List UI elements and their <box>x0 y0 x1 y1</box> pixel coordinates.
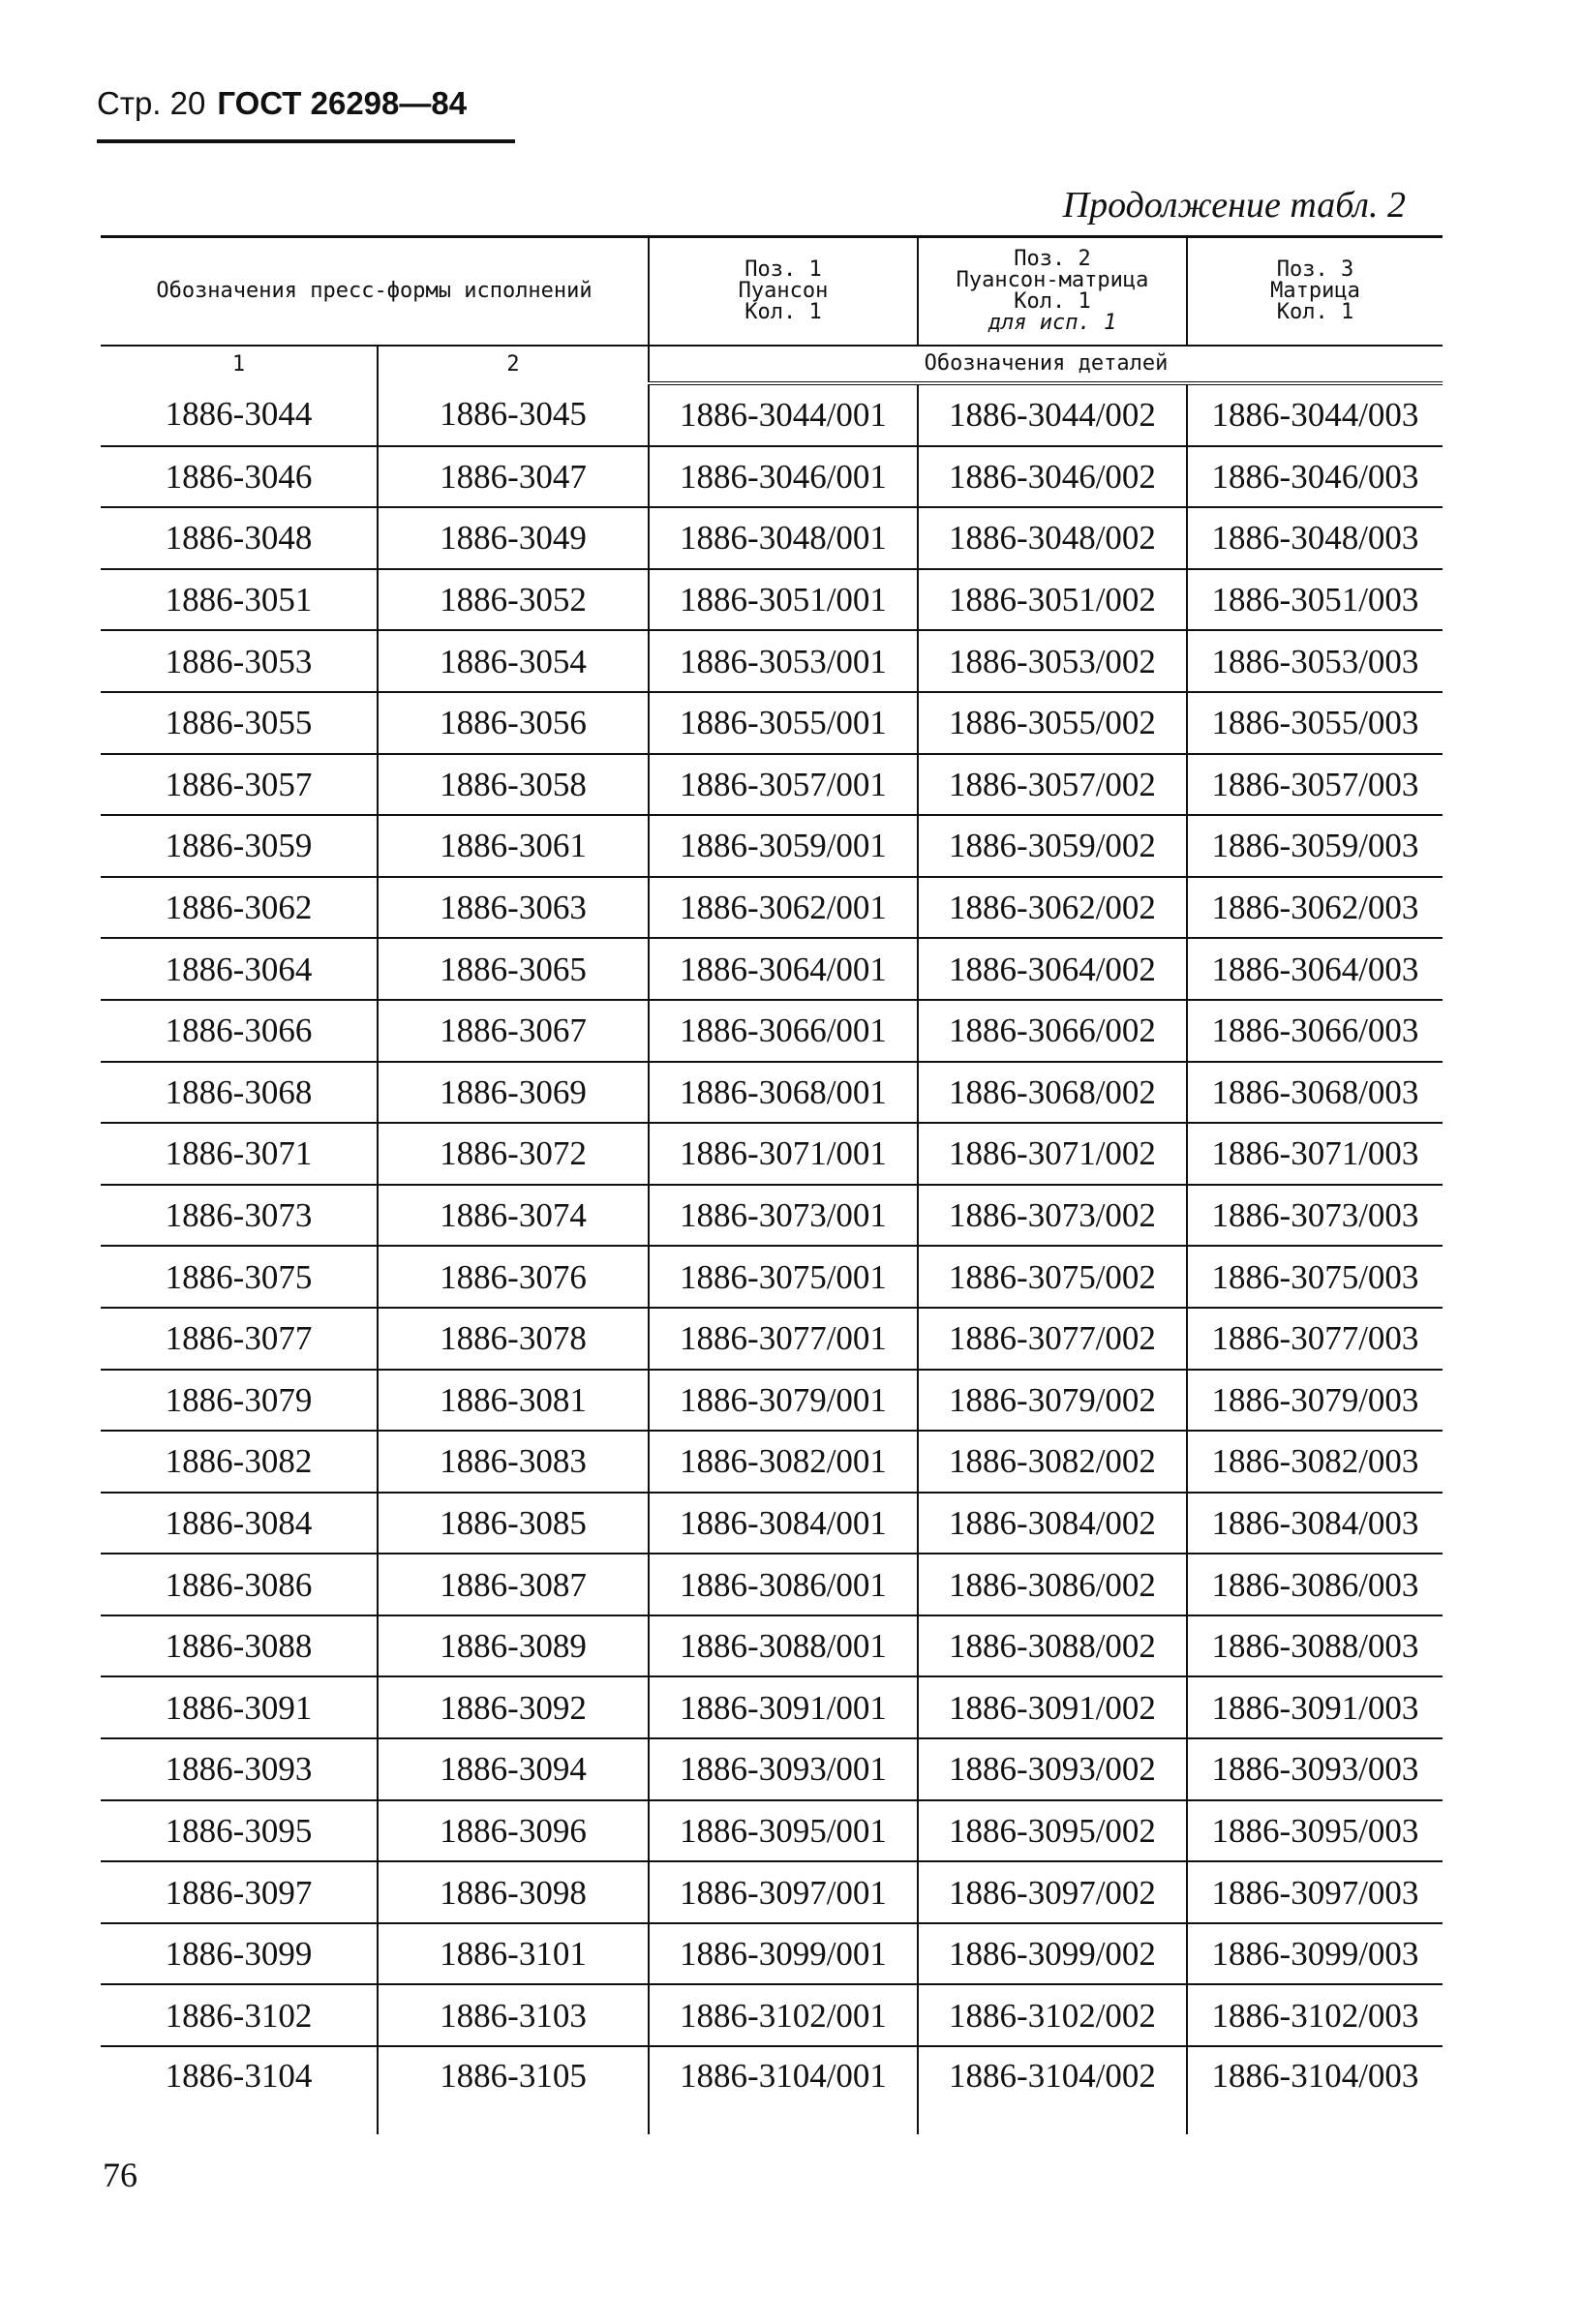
table-row <box>101 630 1443 692</box>
subcolumn-2-header: 2 <box>378 346 649 383</box>
cell-col-2: 1886-3061 <box>378 815 649 877</box>
cell-col-4: 1886-3102/002 <box>918 1984 1187 2046</box>
pos1-name: Пуансон <box>738 279 829 303</box>
cell-col-1: 1886-3046 <box>101 446 378 508</box>
cell-col-5: 1886-3066/003 <box>1187 1000 1443 1062</box>
cell-col-3: 1886-3097/001 <box>649 1861 918 1923</box>
cell-col-4: 1886-3053/002 <box>918 630 1187 692</box>
cell-col-5: 1886-3102/003 <box>1187 1984 1443 2046</box>
page-label: Стр. 20 <box>97 85 206 121</box>
cell-col-5: 1886-3082/003 <box>1187 1431 1443 1493</box>
cell-col-5: 1886-3068/003 <box>1187 1062 1443 1124</box>
cell-col-3: 1886-3077/001 <box>649 1308 918 1370</box>
table-row <box>101 569 1443 631</box>
cell-col-1: 1886-3079 <box>101 1370 378 1432</box>
cell-col-3: 1886-3053/001 <box>649 630 918 692</box>
cell-col-2: 1886-3098 <box>378 1861 649 1923</box>
cell-col-3: 1886-3048/001 <box>649 507 918 569</box>
cell-col-3: 1886-3093/001 <box>649 1738 918 1800</box>
cell-col-2: 1886-3101 <box>378 1923 649 1985</box>
table-row <box>101 1861 1443 1923</box>
table-row <box>101 1738 1443 1800</box>
page-number: 76 <box>103 2156 137 2194</box>
cell-col-1: 1886-3059 <box>101 815 378 877</box>
cell-col-4: 1886-3097/002 <box>918 1861 1187 1923</box>
cell-col-3: 1886-3079/001 <box>649 1370 918 1432</box>
cell-col-3: 1886-3044/001 <box>649 383 918 446</box>
cell-col-4: 1886-3051/002 <box>918 569 1187 631</box>
cell-col-2: 1886-3065 <box>378 938 649 1000</box>
pos2-header <box>918 237 1187 347</box>
cell-col-4: 1886-3068/002 <box>918 1062 1187 1124</box>
pos1-title: Поз. 1 <box>744 257 822 282</box>
table-row <box>101 1308 1443 1370</box>
cell-col-1: 1886-3104 <box>165 2057 313 2096</box>
page-header <box>97 85 467 122</box>
cell-col-3: 1886-3062/001 <box>649 877 918 939</box>
cell-col-4: 1886-3062/002 <box>918 877 1187 939</box>
cell-col-4: 1886-3064/002 <box>918 938 1187 1000</box>
cell-col-4: 1886-3091/002 <box>918 1676 1187 1738</box>
cell-col-5: 1886-3055/003 <box>1187 692 1443 754</box>
cell-col-4: 1886-3086/002 <box>918 1554 1187 1615</box>
cell-col-1: 1886-3048 <box>101 507 378 569</box>
cell-col-3: 1886-3091/001 <box>649 1676 918 1738</box>
cell-col-2: 1886-3052 <box>378 569 649 631</box>
cell-col-5: 1886-3051/003 <box>1187 569 1443 631</box>
cell-col-2: 1886-3047 <box>378 446 649 508</box>
cell-col-2: 1886-3094 <box>378 1738 649 1800</box>
cell-col-2: 1886-3078 <box>378 1308 649 1370</box>
cell-col-1: 1886-3084 <box>101 1493 378 1554</box>
cell-col-3: 1886-3057/001 <box>649 754 918 816</box>
cell-col-2: 1886-3076 <box>378 1246 649 1308</box>
table-header <box>101 237 1443 384</box>
header-rule <box>97 139 515 143</box>
cell-col-3: 1886-3073/001 <box>649 1185 918 1247</box>
cell-col-3: 1886-3104/001 <box>649 2046 918 2134</box>
cell-col-4: 1886-3059/002 <box>918 815 1187 877</box>
cell-col-2: 1886-3074 <box>378 1185 649 1247</box>
cell-col-1: 1886-3053 <box>101 630 378 692</box>
mold-designations-header: Обозначения пресс-формы исполнений <box>101 237 649 347</box>
table-row <box>101 2046 1443 2134</box>
cell-col-1: 1886-3055 <box>101 692 378 754</box>
pos2-title: Поз. 2 <box>1014 247 1091 271</box>
cell-col-2: 1886-3069 <box>378 1062 649 1124</box>
cell-col-4: 1886-3057/002 <box>918 754 1187 816</box>
cell-col-2: 1886-3092 <box>378 1676 649 1738</box>
cell-col-5: 1886-3086/003 <box>1187 1554 1443 1615</box>
cell-col-1: 1886-3064 <box>101 938 378 1000</box>
cell-col-2: 1886-3054 <box>378 630 649 692</box>
table-row <box>101 692 1443 754</box>
cell-col-3: 1886-3066/001 <box>649 1000 918 1062</box>
cell-col-3: 1886-3055/001 <box>649 692 918 754</box>
parts-table <box>101 235 1443 2134</box>
cell-col-5: 1886-3088/003 <box>1187 1615 1443 1677</box>
table-row <box>101 815 1443 877</box>
cell-col-1: 1886-3082 <box>101 1431 378 1493</box>
pos3-title: Поз. 3 <box>1276 257 1354 282</box>
cell-col-2: 1886-3087 <box>378 1554 649 1615</box>
cell-col-4: 1886-3066/002 <box>918 1000 1187 1062</box>
cell-col-3: 1886-3084/001 <box>649 1493 918 1554</box>
table-row <box>101 383 1443 446</box>
cell-col-2: 1886-3083 <box>378 1431 649 1493</box>
cell-col-3: 1886-3064/001 <box>649 938 918 1000</box>
table-row <box>101 1493 1443 1554</box>
table-continuation-label: Продолжение табл. 2 <box>1062 185 1406 226</box>
cell-col-1: 1886-3099 <box>101 1923 378 1985</box>
cell-col-4: 1886-3044/002 <box>918 383 1187 446</box>
cell-col-1: 1886-3095 <box>101 1800 378 1862</box>
cell-col-1: 1886-3057 <box>101 754 378 816</box>
table-row <box>101 1062 1443 1124</box>
cell-col-1: 1886-3066 <box>101 1000 378 1062</box>
cell-col-5: 1886-3091/003 <box>1187 1676 1443 1738</box>
cell-col-4: 1886-3082/002 <box>918 1431 1187 1493</box>
cell-col-3: 1886-3095/001 <box>649 1800 918 1862</box>
pos2-qty: Кол. 1 <box>1014 289 1091 314</box>
table-row <box>101 1185 1443 1247</box>
cell-col-1: 1886-3062 <box>101 877 378 939</box>
cell-col-5: 1886-3048/003 <box>1187 507 1443 569</box>
cell-col-2: 1886-3049 <box>378 507 649 569</box>
cell-col-3: 1886-3068/001 <box>649 1062 918 1124</box>
cell-col-5: 1886-3093/003 <box>1187 1738 1443 1800</box>
table-row <box>101 1370 1443 1432</box>
table-row <box>101 1676 1443 1738</box>
pos3-header <box>1187 237 1443 347</box>
pos3-qty: Кол. 1 <box>1276 300 1354 324</box>
cell-col-4: 1886-3084/002 <box>918 1493 1187 1554</box>
cell-col-4: 1886-3099/002 <box>918 1923 1187 1985</box>
cell-col-5: 1886-3077/003 <box>1187 1308 1443 1370</box>
cell-col-5: 1886-3073/003 <box>1187 1185 1443 1247</box>
cell-col-5: 1886-3079/003 <box>1187 1370 1443 1432</box>
cell-col-4: 1886-3088/002 <box>918 1615 1187 1677</box>
cell-col-1: 1886-3091 <box>101 1676 378 1738</box>
cell-col-3: 1886-3099/001 <box>649 1923 918 1985</box>
cell-col-2: 1886-3056 <box>378 692 649 754</box>
cell-col-5: 1886-3071/003 <box>1187 1123 1443 1185</box>
cell-col-5: 1886-3046/003 <box>1187 446 1443 508</box>
pos1-header <box>649 237 918 347</box>
cell-col-1: 1886-3068 <box>101 1062 378 1124</box>
cell-col-1: 1886-3097 <box>101 1861 378 1923</box>
cell-col-3: 1886-3071/001 <box>649 1123 918 1185</box>
cell-col-2: 1886-3067 <box>378 1000 649 1062</box>
table-row <box>101 1246 1443 1308</box>
cell-col-4: 1886-3075/002 <box>918 1246 1187 1308</box>
pos1-qty: Кол. 1 <box>744 300 822 324</box>
table-row <box>101 1554 1443 1615</box>
cell-col-4: 1886-3079/002 <box>918 1370 1187 1432</box>
cell-col-5: 1886-3053/003 <box>1187 630 1443 692</box>
cell-col-1: 1886-3086 <box>101 1554 378 1615</box>
cell-col-5: 1886-3059/003 <box>1187 815 1443 877</box>
table-row <box>101 877 1443 939</box>
details-designations-header: Обозначения деталей <box>649 346 1443 383</box>
cell-col-4: 1886-3048/002 <box>918 507 1187 569</box>
cell-col-1: 1886-3102 <box>101 1984 378 2046</box>
cell-col-3: 1886-3051/001 <box>649 569 918 631</box>
table-row <box>101 507 1443 569</box>
subcolumn-1-header: 1 <box>231 352 246 377</box>
cell-col-3: 1886-3086/001 <box>649 1554 918 1615</box>
cell-col-1: 1886-3071 <box>101 1123 378 1185</box>
cell-col-5: 1886-3097/003 <box>1187 1861 1443 1923</box>
cell-col-1: 1886-3093 <box>101 1738 378 1800</box>
table-row <box>101 1431 1443 1493</box>
cell-col-1: 1886-3075 <box>101 1246 378 1308</box>
cell-col-3: 1886-3088/001 <box>649 1615 918 1677</box>
cell-col-4: 1886-3046/002 <box>918 446 1187 508</box>
cell-col-2: 1886-3089 <box>378 1615 649 1677</box>
table-row <box>101 446 1443 508</box>
cell-col-4: 1886-3077/002 <box>918 1308 1187 1370</box>
table-row <box>101 1615 1443 1677</box>
table-row <box>101 1800 1443 1862</box>
cell-col-2: 1886-3103 <box>378 1984 649 2046</box>
cell-col-1: 1886-3088 <box>101 1615 378 1677</box>
cell-col-4: 1886-3093/002 <box>918 1738 1187 1800</box>
table-body <box>101 383 1443 2134</box>
cell-col-1: 1886-3077 <box>101 1308 378 1370</box>
table-row <box>101 1923 1443 1985</box>
cell-col-2: 1886-3063 <box>378 877 649 939</box>
document-code: ГОСТ 26298—84 <box>217 85 468 121</box>
cell-col-4: 1886-3104/002 <box>918 2046 1187 2134</box>
cell-col-3: 1886-3082/001 <box>649 1431 918 1493</box>
cell-col-3: 1886-3046/001 <box>649 446 918 508</box>
cell-col-5: 1886-3044/003 <box>1187 383 1443 446</box>
cell-col-1: 1886-3073 <box>101 1185 378 1247</box>
cell-col-3: 1886-3102/001 <box>649 1984 918 2046</box>
cell-col-4: 1886-3073/002 <box>918 1185 1187 1247</box>
cell-col-5: 1886-3104/003 <box>1187 2046 1443 2134</box>
cell-col-5: 1886-3057/003 <box>1187 754 1443 816</box>
cell-col-2: 1886-3058 <box>378 754 649 816</box>
cell-col-5: 1886-3075/003 <box>1187 1246 1443 1308</box>
cell-col-2: 1886-3081 <box>378 1370 649 1432</box>
cell-col-5: 1886-3084/003 <box>1187 1493 1443 1554</box>
cell-col-5: 1886-3062/003 <box>1187 877 1443 939</box>
cell-col-4: 1886-3071/002 <box>918 1123 1187 1185</box>
pos3-name: Матрица <box>1270 279 1360 303</box>
cell-col-1: 1886-3044 <box>101 383 378 446</box>
cell-col-4: 1886-3095/002 <box>918 1800 1187 1862</box>
cell-col-3: 1886-3075/001 <box>649 1246 918 1308</box>
table-row <box>101 754 1443 816</box>
cell-col-5: 1886-3095/003 <box>1187 1800 1443 1862</box>
cell-col-5: 1886-3064/003 <box>1187 938 1443 1000</box>
pos2-note: для исп. 1 <box>988 311 1117 335</box>
cell-col-2: 1886-3105 <box>378 2046 649 2134</box>
cell-col-1: 1886-3051 <box>101 569 378 631</box>
table-row <box>101 1123 1443 1185</box>
cell-col-3: 1886-3059/001 <box>649 815 918 877</box>
cell-col-5: 1886-3099/003 <box>1187 1923 1443 1985</box>
table-row <box>101 1000 1443 1062</box>
cell-col-4: 1886-3055/002 <box>918 692 1187 754</box>
table-row <box>101 938 1443 1000</box>
cell-col-2: 1886-3096 <box>378 1800 649 1862</box>
pos2-name: Пуансон-матрица <box>956 268 1149 292</box>
cell-col-2: 1886-3045 <box>378 383 649 446</box>
table-row <box>101 1984 1443 2046</box>
cell-col-2: 1886-3085 <box>378 1493 649 1554</box>
cell-col-2: 1886-3072 <box>378 1123 649 1185</box>
